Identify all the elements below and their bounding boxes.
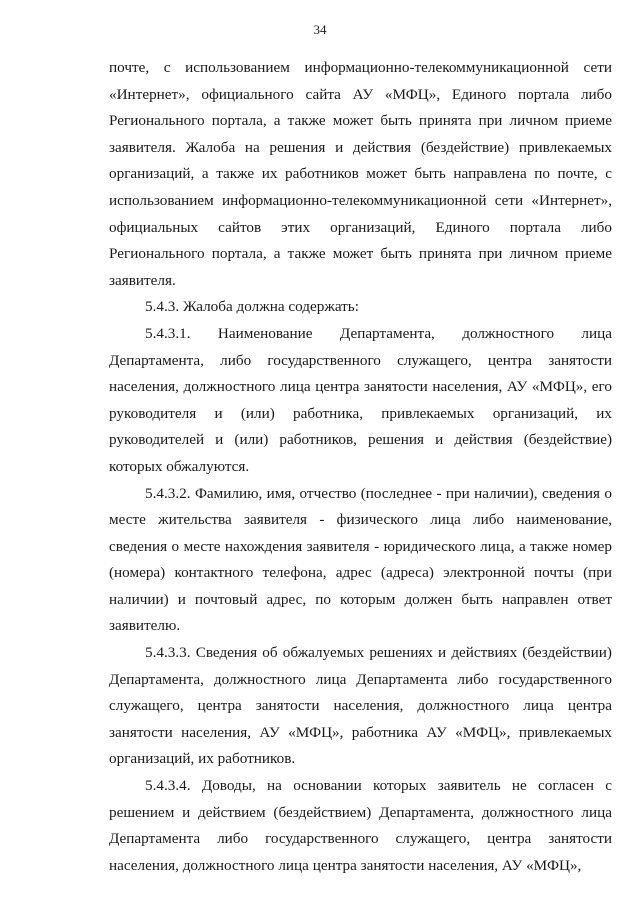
paragraph-5-4-3-2: 5.4.3.2. Фамилию, имя, отчество (последнее - при наличии), сведения о месте жительства заявителя - физического лица либо наименование, сведения о месте нахождения заявителя - юридического лица, а также номер (номера) контактного телефона, адрес (адреса) электронной почты (при наличии) и почтовый адрес, по которым должен быть направлен ответ заявителю. — [109, 484, 612, 635]
paragraph-5-4-3-1: 5.4.3.1. Наименование Департамента, должностного лица Департамента, либо государственного служащего, центра занятости населения, должностного лица центра занятости населения, АУ «МФЦ», его руководителя и (или) работника, привлекаемых организаций, их руководителей и (или) работников, решения и действия (бездействие) которых обжалуются. — [109, 324, 612, 475]
paragraph-5-4-3-3: 5.4.3.3. Сведения об обжалуемых решениях и действиях (бездействии) Департамента, должностного лица Департамента либо государственного служащего, центра занятости населения, должностного лица центра занятости населения, АУ «МФЦ», работника АУ «МФЦ», привлекаемых организаций, их работников. — [109, 644, 612, 768]
document-body — [109, 55, 612, 879]
page-number: 34 — [313, 22, 327, 37]
paragraph-continuation: почте, с использованием информационно-телекоммуникационной сети «Интернет», официального сайта АУ «МФЦ», Единого портала либо Регионального портала, а также может быть принята при личном приеме заявителя. Жалоба на решения и действия (бездействие) привлекаемых организаций, а также их работников может быть направлена по почте, с использованием информационно-телекоммуникационной сети «Интернет», официальных сайтов этих организаций, Единого портала либо Регионального портала, а также может быть принята при личном приеме заявителя. — [109, 59, 612, 289]
paragraph-5-4-3: 5.4.3. Жалоба должна содержать: — [145, 298, 359, 316]
paragraph-5-4-3-4: 5.4.3.4. Доводы, на основании которых заявитель не согласен с решением и действием (бездействием) Департамента, должностного лица Департамента либо государственного служащего, центра занятости населения, должностного лица центра занятости населения, АУ «МФЦ», — [109, 777, 612, 874]
